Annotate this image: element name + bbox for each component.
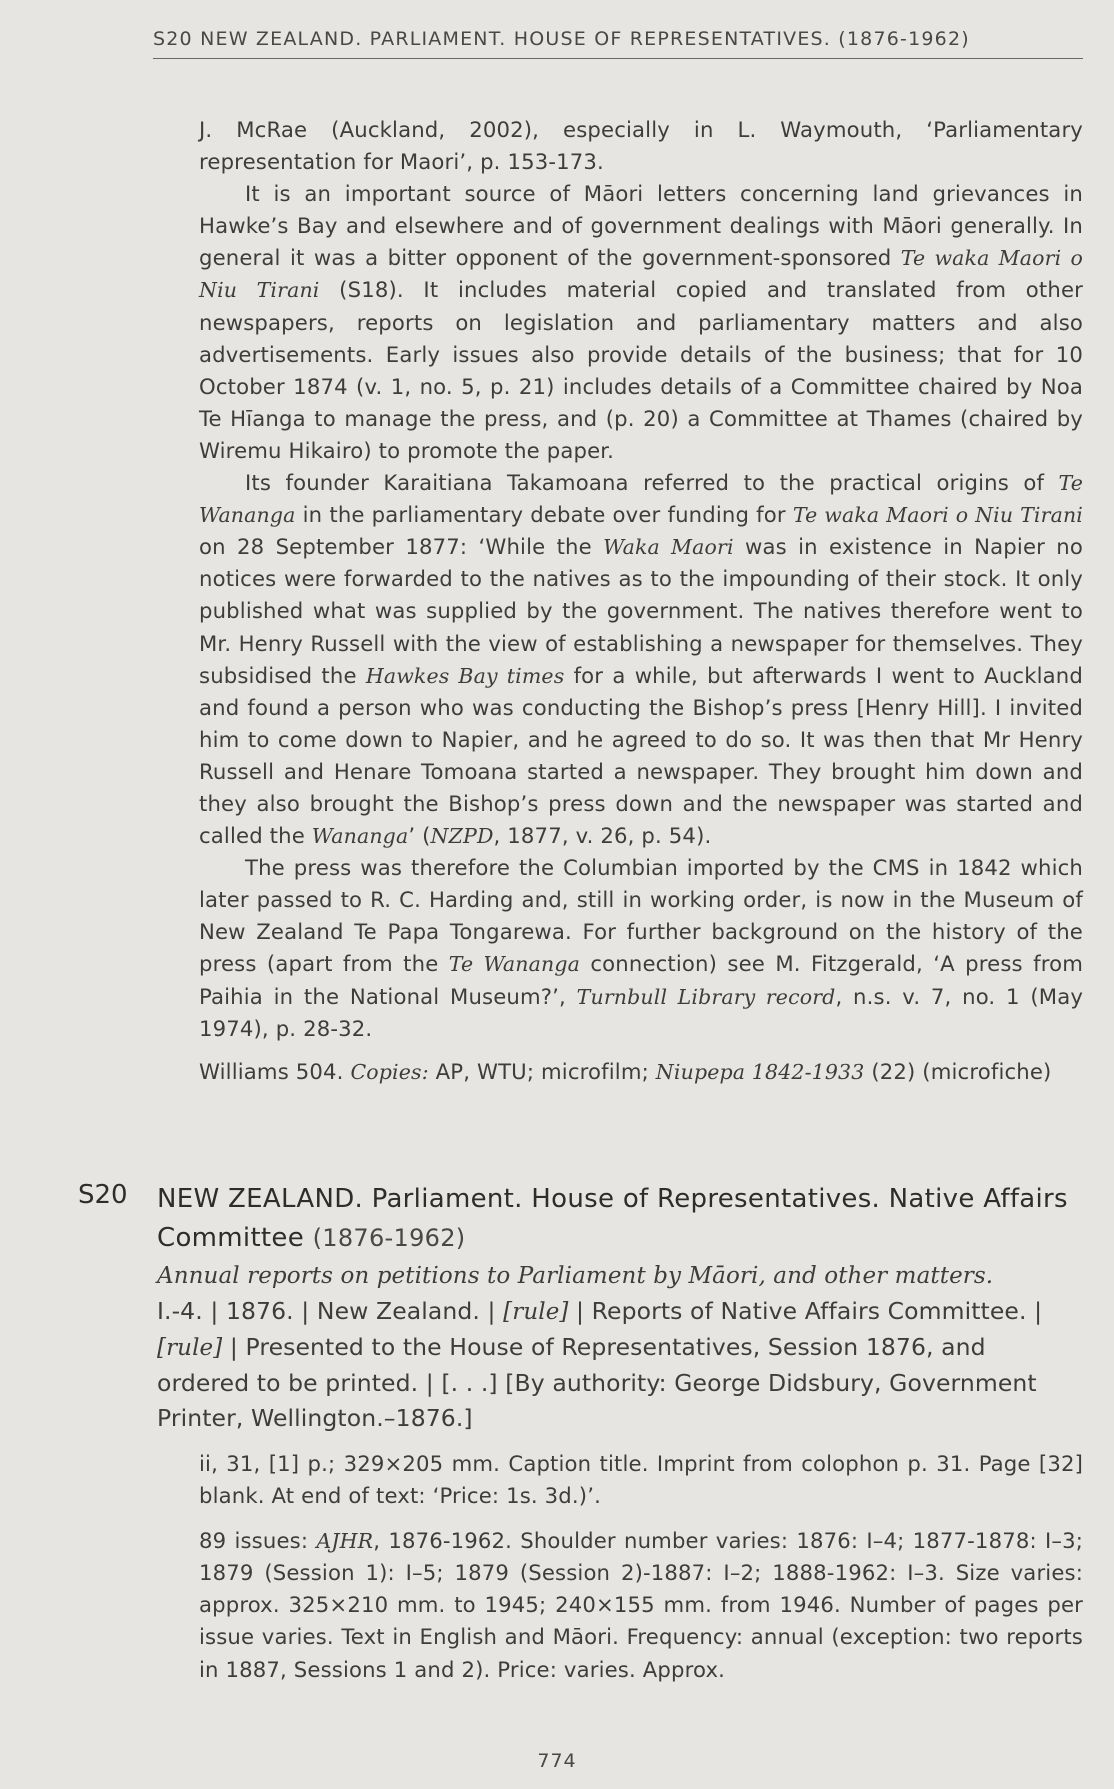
issues-note: 89 issues: AJHR, 1876-1962. Shoulder number varies: 1876: I–4; 1877-1878: I–3; 1879 (Session 1): I–5; 1879 (Session 2)-1887: I–2; 1888-1962: I–3. Size varies: approx. 325×210 mm. to 1945; 240×155 mm. from 1946. Number of pages per issue varies. Text in English and Māori. Frequency: annual (exception: two reports in 1887, Sessions 1 and 2). Price: varies. Approx. (199, 1527, 1084, 1682)
header-rule (153, 58, 1083, 59)
paragraph-2: It is an important source of Māori letters concerning land grievances in Hawke’s Bay and elsewhere and of government dealings with Māori generally. In general it was a bitter opponent of the government-sponsored Te waka Maori o Niu Tirani (S18). It includes material copied and translated from other newspapers, reports on legislation and parliamentary matters and also advertisements. Early issues also provide details of the business; that for 10 October 1874 (v. 1, no. 5, p. 21) includes details of a Committee chaired by Noa Te Hīanga to manage the press, and (p. 20) a Committee at Thames (chaired by Wiremu Hikairo) to promote the paper. (199, 181, 1083, 463)
title-italic: Te waka Maori o Niu Tirani (792, 503, 1084, 528)
main-text-column (199, 114, 1083, 1088)
title-italic: Wananga (311, 824, 409, 849)
title-italic: NZPD (430, 824, 494, 849)
collation-note: ii, 31, [1] p.; 329×205 mm. Caption title. Imprint from colophon p. 31. Page [32] blank. At end of text: ‘Price: 1s. 3d.)’. (199, 1451, 1083, 1509)
catalogue-entry (78, 1180, 1083, 1686)
paragraph-3: Its founder Karaitiana Takamoana referred to the practical origins of Te Wananga in the parliamentary debate over funding for Te waka Maori o Niu Tirani on 28 September 1877: ‘While the Waka Maori was in existence in Napier no notices were forwarded to the natives as to the impounding of their stock. It only published what was supplied by the government. The natives therefore went to Mr. Henry Russell with the view of establishing a newspaper for themselves. They subsidised the Hawkes Bay times for a while, but afterwards I went to Auckland and found a person who was conducting the Bishop’s press [Henry Hill]. I invited him to come down to Napier, and he agreed to do so. It was then that Mr Henry Russell and Henare Tomoana started a newspaper. They brought him down and they also brought the Bishop’s press down and the newspaper was started and called the Wananga’ (NZPD, 1877, v. 26, p. 54). (199, 470, 1084, 849)
title-italic: Turnbull Library record (576, 984, 836, 1009)
entry-number: S20 (78, 1180, 128, 1210)
entry-heading: NEW ZEALAND. Parliament. House of Representatives. Native Affairs Committee (1876-1962) (157, 1184, 1068, 1253)
title-italic: Te Wananga (199, 471, 1083, 528)
copies-note: Williams 504. Copies: AP, WTU; microfilm; Niupepa 1842-1933 (22) (microfiche) (199, 1058, 1052, 1084)
title-italic: Hawkes Bay times (365, 663, 565, 688)
title-italic: Te waka Maori o Niu Tirani (199, 246, 1083, 303)
title-italic: Waka Maori (603, 535, 734, 560)
entry-dates: (1876-1962) (312, 1224, 466, 1252)
page-number: 774 (537, 1750, 577, 1772)
entry-subtitle: Annual reports on petitions to Parliament by Māori, and other matters. (157, 1263, 994, 1289)
paragraph-1: J. McRae (Auckland, 2002), especially in L. Waymouth, ‘Parliamentary representation for Maori’, p. 153-173. (199, 117, 1083, 175)
entry-notes (199, 1448, 1083, 1686)
title-italic: Te Wananga (448, 952, 580, 977)
entry-transcription: I.-4. | 1876. | New Zealand. | [rule] | Reports of Native Affairs Committee. | [rule] | Presented to the House of Representatives, Session 1876, and ordered to be printed. | [. . .] [By authority: George Didsbury, Government Printer, Wellington.–1876.] (157, 1297, 1043, 1432)
running-head: S20 NEW ZEALAND. PARLIAMENT. HOUSE OF REPRESENTATIVES. (1876-1962) (153, 28, 970, 50)
paragraph-4: The press was therefore the Columbian imported by the CMS in 1842 which later passed to R. C. Harding and, still in working order, is now in the Museum of New Zealand Te Papa Tongarewa. For further background on the history of the press (apart from the Te Wananga connection) see M. Fitzgerald, ‘A press from Paihia in the National Museum?’, Turnbull Library record, n.s. v. 7, no. 1 (May 1974), p. 28-32. (199, 855, 1084, 1041)
